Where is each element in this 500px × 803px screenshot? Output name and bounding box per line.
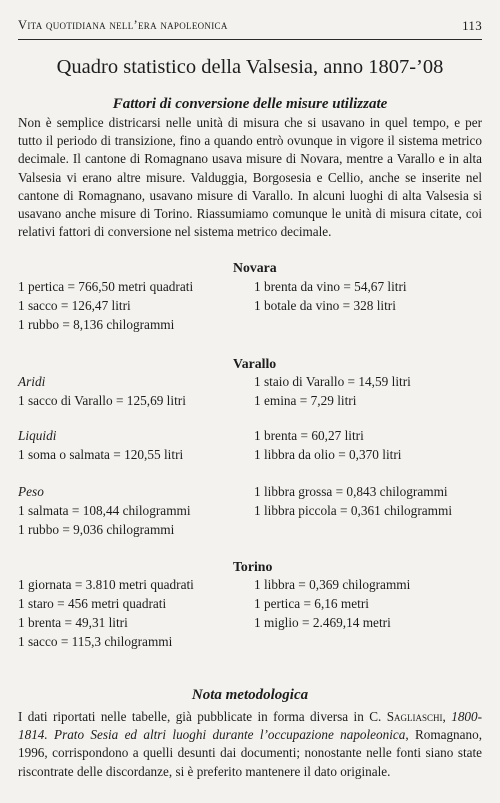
liquidi-label: Liquidi — [18, 428, 57, 443]
novara-left-item: 1 rubbo = 8,136 chilogrammi — [18, 317, 175, 332]
novara-left-item: 1 sacco = 126,47 litri — [18, 298, 131, 313]
peso-right-item: 1 libbra piccola = 0,361 chilogrammi — [254, 503, 453, 518]
torino-left-item: 1 brenta = 49,31 litri — [18, 615, 128, 630]
torino-right-item: 1 libbra = 0,369 chilogrammi — [254, 577, 411, 592]
page-title: Quadro statistico della Valsesia, anno 1807-’08 — [56, 56, 444, 78]
intro-paragraph: Non è semplice districarsi nelle unità di misura che si usavano in quel tempo, e per tutto il periodo di transizione, fino a quando entrò ovunque in vigore il sistema metrico decimale. Il cantone di Romagnano usava misure di Novara, mentre a Varallo e in alta Valsesia vi erano altre misure. Valduggia, Borgosesia e Cellio, anche se inserite nel cantone di Romagnano, usavano misure di Varallo. In alcuni luoghi di alta Valsesia si usavano anche misure di Torino. Riassumiamo comunque le unità di misura citate, coi relativi fattori di conversione nel sistema metrico decimale. — [18, 115, 482, 240]
torino-right-item: 1 pertica = 6,16 metri — [254, 596, 369, 611]
nota-author: Sagliaschi — [386, 709, 443, 724]
header-rule — [18, 39, 482, 40]
nota-work-title: 1800-1814. Prato Sesia ed altri luoghi durante l’occupazione napoleonica — [18, 709, 483, 743]
nota-text-after: , Romagnano, 1996, corrispondono a quelli desunti dai documenti; nonostante nelle fonti siano state riscontrate delle discordanze, si è preferito mantenere il dato originale. — [18, 727, 482, 779]
nota-title: Nota metodologica — [191, 687, 309, 703]
page-number: 113 — [462, 18, 482, 33]
novara-right-item: 1 botale da vino = 328 litri — [254, 298, 396, 313]
nota-text-before: I dati riportati nelle tabelle, già pubblicate in forma diversa in C. — [18, 709, 387, 724]
aridi-left-item: 1 sacco di Varallo = 125,69 litri — [18, 393, 186, 408]
torino-right-item: 1 miglio = 2.469,14 metri — [254, 615, 391, 630]
torino-left-item: 1 staro = 456 metri quadrati — [18, 596, 167, 611]
aridi-right-item: 1 staio di Varallo = 14,59 litri — [254, 374, 411, 389]
aridi-label: Aridi — [18, 374, 46, 389]
section-subtitle: Fattori di conversione delle misure utilizzate — [112, 96, 388, 112]
novara-title: Novara — [233, 260, 277, 275]
peso-left-item: 1 rubbo = 9,036 chilogrammi — [18, 522, 175, 537]
peso-left-item: 1 salmata = 108,44 chilogrammi — [18, 503, 191, 518]
running-title: Vita quotidiana nell’era napoleonica — [18, 18, 228, 32]
varallo-title: Varallo — [233, 356, 277, 371]
nota-paragraph: I dati riportati nelle tabelle, già pubblicate in forma diversa in C. Sagliaschi, 1800-1814. Prato Sesia ed altri luoghi durante l’occupazione napoleonica, Romagnano, 1996, corrispondono a quelli desunti dai documenti; nonostante nelle fonti siano state riscontrate delle discordanze, si è preferito mantenere il dato originale. — [18, 709, 483, 779]
aridi-right-item: 1 emina = 7,29 litri — [254, 393, 357, 408]
liquidi-right-item: 1 libbra da olio = 0,370 litri — [254, 447, 402, 462]
peso-right-item: 1 libbra grossa = 0,843 chilogrammi — [254, 484, 448, 499]
torino-left-item: 1 giornata = 3.810 metri quadrati — [18, 577, 194, 592]
liquidi-left-item: 1 soma o salmata = 120,55 litri — [18, 447, 184, 462]
novara-right-item: 1 brenta da vino = 54,67 litri — [254, 279, 407, 294]
novara-left-item: 1 pertica = 766,50 metri quadrati — [18, 279, 194, 294]
liquidi-right-item: 1 brenta = 60,27 litri — [254, 428, 364, 443]
running-header — [18, 18, 482, 40]
torino-left-item: 1 sacco = 115,3 chilogrammi — [18, 634, 173, 649]
torino-title: Torino — [233, 559, 273, 574]
peso-label: Peso — [18, 484, 44, 499]
